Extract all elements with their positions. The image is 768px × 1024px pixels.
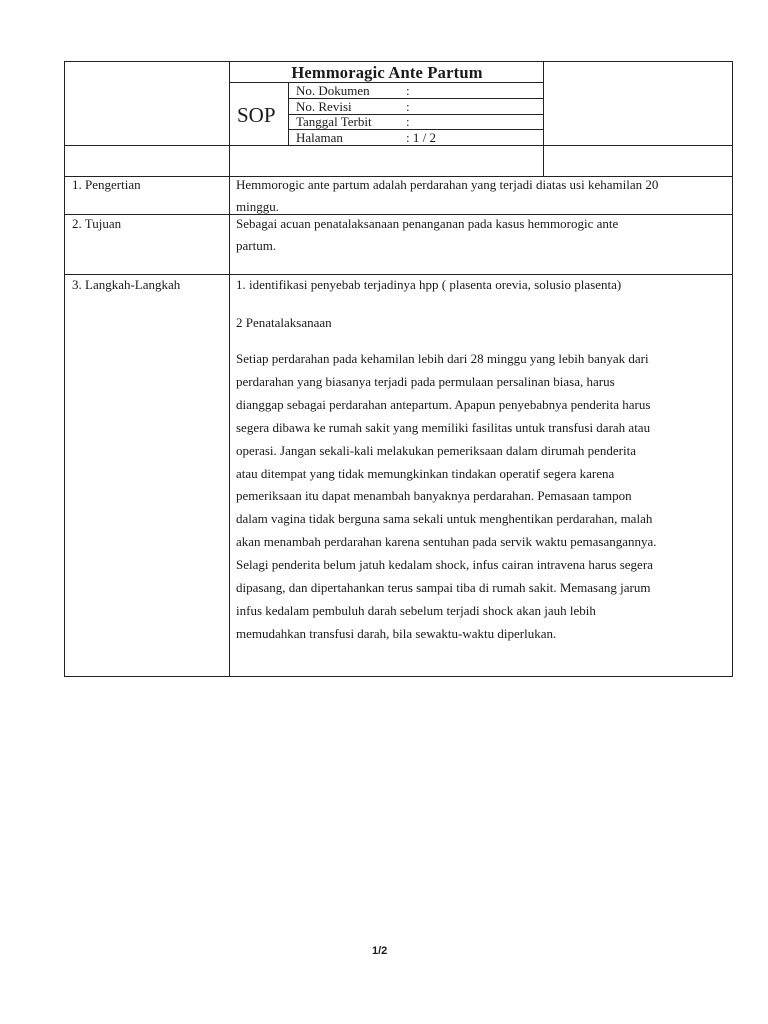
- section-text-line: partum.: [236, 238, 277, 253]
- section-text-line: Hemmorogic ante partum adalah perdarahan yang terjadi diatas usi kehamilan 20: [236, 177, 659, 192]
- table-border: [64, 214, 733, 215]
- paragraph-line: Setiap perdarahan pada kehamilan lebih dari 28 minggu yang lebih banyak dari: [236, 351, 649, 366]
- meta-value: : 1 / 2: [406, 130, 436, 145]
- paragraph-line: dalam vagina tidak berguna sama sekali untuk menghentikan perdarahan, malah: [236, 511, 653, 527]
- table-border: [732, 61, 733, 677]
- paragraph-line: infus kedalam pembuluh darah sebelum terjadi shock akan jauh lebih: [236, 602, 596, 618]
- table-border: [64, 145, 733, 146]
- meta-label: No. Revisi: [296, 99, 352, 114]
- meta-label: Halaman: [296, 130, 343, 145]
- paragraph-line: perdarahan yang biasanya terjadi pada permulaan persalinan biasa, harus: [236, 373, 615, 389]
- paragraph-line: memudahkan transfusi darah, bila sewaktu-waktu diperlukan.: [236, 625, 557, 641]
- paragraph-line: akan menambah perdarahan karena sentuhan pada servik waktu pemasangannya.: [236, 534, 657, 550]
- meta-value: :: [406, 114, 410, 129]
- paragraph-line: segera dibawa ke rumah sakit yang memiliki fasilitas untuk transfusi darah atau: [236, 419, 651, 435]
- table-border: [64, 61, 65, 677]
- table-border: [64, 274, 733, 275]
- meta-value: :: [406, 99, 410, 114]
- document-title: Hemmoragic Ante Partum: [291, 63, 483, 82]
- page-number: 1/2: [372, 945, 388, 957]
- penatalaksanaan-paragraph: [236, 348, 728, 646]
- paragraph-line: atau ditempat yang tidak memungkinkan tindakan operatif segera karena: [236, 465, 615, 481]
- paragraph-line: dipasang, dan dipertahankan terus sampai tiba di rumah sakit. Memasang jarum: [236, 580, 651, 596]
- section-text-line: Sebagai acuan penatalaksanaan penanganan pada kasus hemmorogic ante: [236, 216, 619, 231]
- meta-value: :: [406, 83, 410, 98]
- section-label-pengertian: 1. Pengertian: [72, 177, 141, 192]
- section-label-langkah: 3. Langkah-Langkah: [72, 277, 181, 292]
- meta-label: No. Dokumen: [296, 83, 370, 98]
- paragraph-line: dianggap sebagai perdarahan antepartum. Apapun penyebabnya penderita harus: [236, 396, 651, 412]
- table-border: [64, 676, 733, 677]
- meta-label: Tanggal Terbit: [296, 114, 372, 129]
- sop-label: SOP: [237, 103, 276, 127]
- section-label-tujuan: 2. Tujuan: [72, 216, 122, 231]
- paragraph-line: pemeriksaan itu dapat menambah banyaknya perdarahan. Pemasaan tampon: [236, 488, 632, 504]
- paragraph-line: Selagi penderita belum jatuh kedalam shock, infus cairan intravena harus segera: [236, 557, 653, 573]
- paragraph-line: operasi. Jangan sekali-kali melakukan pemeriksaan dalam dirumah penderita: [236, 442, 636, 458]
- table-border: [64, 61, 733, 62]
- section-text-line: minggu.: [236, 199, 279, 214]
- step-identifikasi: 1. identifikasi penyebab terjadinya hpp ( plasenta orevia, solusio plasenta): [236, 277, 622, 292]
- step-penatalaksanaan: 2 Penatalaksanaan: [236, 315, 332, 330]
- table-border: [229, 61, 230, 677]
